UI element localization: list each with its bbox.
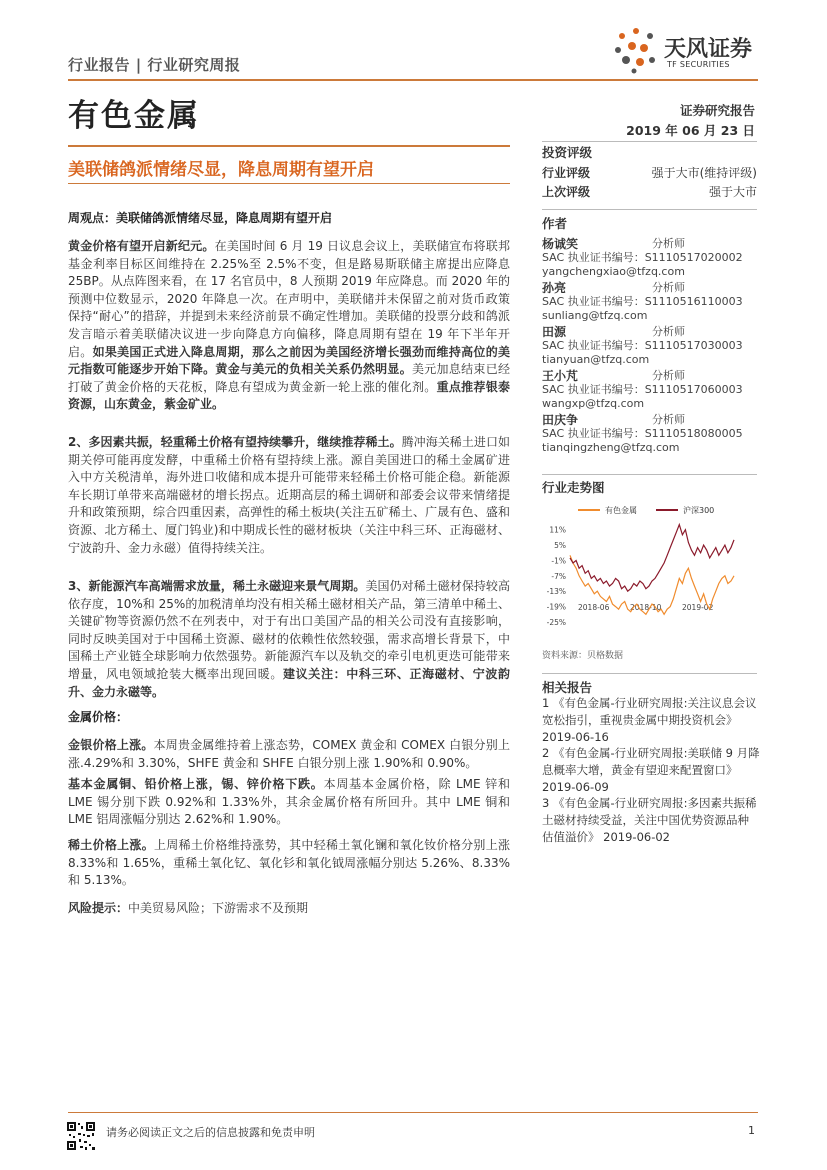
analyst-entry [542,369,762,411]
y-tick-label: -19% [546,602,566,612]
industry-rating [542,164,757,181]
x-tick-label: 2018-10 [630,603,662,612]
analyst-entry [542,237,762,279]
p3-bold: 建议关注：中科三环、正海磁材、宁波韵升、金力永磁等。 [68,666,510,699]
analyst-role: 分析师 [652,413,685,426]
p3-head: 3、新能源汽车高端需求放量，稀土永磁迎来景气周期。 [68,579,366,593]
related-rule [542,673,757,674]
related-report-date: 2019-06-09 [542,780,609,794]
brand-name: 天风证券 [664,37,753,62]
re-text: 上周稀土价格维持涨势，其中轻稀土氧化镧和氧化钕价格分别上涨 8.33%和 1.65%，重稀土氧化钇、氧化钐和氧化钺周涨幅分别达 5.26%、8.33%和 5.13%。 [68,838,510,888]
re-head: 稀土价格上涨。 [68,838,154,852]
analyst-sac: SAC 执业证书编号：S1110517060003 [542,383,743,396]
metal-price-head: 金属价格： [68,710,129,724]
y-tick-label: 11% [549,525,566,535]
rating-head: 投资评级 [542,145,593,160]
logo-dots-icon [612,26,660,74]
title-rule-top [68,145,510,147]
prev-rating-label: 上次评级 [542,185,591,199]
y-tick-label: -1% [551,556,566,566]
paragraph-base-metals [68,776,510,829]
related-report-title: 1 《有色金属-行业研究周报:关注议息会议宽松指引，重视贵金属中期投资机会》 [542,696,757,727]
analyst-sac: SAC 执业证书编号：S1110516110003 [542,295,743,308]
brand-en: TF SECURITIES [667,60,730,69]
footer-rule [68,1112,758,1113]
paragraph-gold-outlook [68,238,510,414]
p2-text: 腾冲海关稀土进口如期关停可能再度发酵，中重稀土价格有望持续上涨。源自美国进口的稀土金属矿进入中方关税清单，海外进口收储和成本提升可能带来轻稀土价格可能企稳。新能源车长期订单带来高端磁材的增长拐点。近期高层的稀土调研和部委会议带来情绪提升和政策预期，综合四重因素，高弹性的稀土板块(关注五矿稀土、广晟有色、盛和资源、北方稀土、厦门钨业)和中期成长性的磁材板块（关注中科三环、正海磁材、宁波韵升、金力永磁）值得持续关注。 [68,435,510,555]
page-number: 1 [748,1124,755,1137]
analyst-entry [542,413,762,455]
prev-rating [542,183,757,200]
risk-warning [68,900,510,918]
industry-trend-chart [538,500,760,630]
authors-head: 作者 [542,216,568,231]
paragraph-rare-earth [68,434,510,557]
analyst-entry [542,281,762,323]
analyst-sac: SAC 执业证书编号：S1110517020002 [542,251,743,264]
industry-rating-value: 强于大市(维持评级) [651,166,757,180]
related-report[interactable] [542,745,760,796]
p1-text2: 美元加息结束已经打破了黄金价格的天花板，降息有望成为黄金新一轮上涨的催化剂。 [68,362,510,394]
sidebar-top-rule [542,141,757,142]
metal-price-heading [68,709,510,727]
main-title: 美联储鸽派情绪尽显，降息周期有望开启 [68,160,374,180]
qr-code-icon[interactable] [66,1121,96,1151]
series-line [570,525,734,592]
report-type: 行业报告 | 行业研究周报 [68,56,241,74]
brand-logo [612,26,762,76]
related-head: 相关报告 [542,680,593,695]
industry-rating-label: 行业评级 [542,166,591,180]
analyst-role: 分析师 [652,237,685,250]
trend-rule [542,474,757,475]
legend-label: 沪深300 [683,506,715,515]
header-rule [68,79,758,81]
related-report[interactable] [542,795,760,846]
analyst-role: 分析师 [652,369,685,382]
y-tick-label: -7% [551,571,566,581]
analyst-name: 杨诚笑 [542,237,579,251]
p1-text: 在美国时间 6 月 19 日议息会议上，美联储宣布将联邦基金利率目标区间维持在 2.25%至 2.5%不变，但是路易斯联储主席提出应降息 25BP。从点阵图来看，在 17 名官员中，8 人预期 2019 年应降息。而 2020 年的预测中位数显示，2020 年降息一次。在声明中，美联储并未保留之前对货币政策保持“耐心”的措辞，并提到未来经济前景不确定性增加。美联储的投票分歧和鸽派发言暗示着美联储决议进一步向降息方向偏移，降息周期有望在 19 年下半年开启。 [68,239,510,359]
analyst-sac: SAC 执业证书编号：S1110518080005 [542,427,743,440]
p3-text: 美国仍对稀土磁材保持较高依存度，10%和 25%的加税清单均没有相关稀土磁材相关产品，第三清单中稀土、关键矿物等资源仍然不在列表中，对于有出口美国产品的相关公司没有直接影响，同时反映美国对于中国稀土资源、磁材的依赖性依然较强，需求高增长背景下，中国稀土产业链全球影响力依然强势。新能源汽车以及轨交的牵引电机更迭可能带来增量，风电领域抢装大概率出现回暖。 [68,579,510,681]
related-report-title: 3 《有色金属-行业研究周报:多因素共振稀土磁材持续受益，关注中国优势资源品种估值溢价》 [542,796,757,844]
analyst-name: 王小芃 [542,369,579,383]
footer-disclaimer: 请务必阅读正文之后的信息披露和免责申明 [106,1126,315,1139]
x-tick-label: 2018-06 [578,603,610,612]
y-tick-label: 5% [554,541,566,551]
p2-head: 2、多因素共振，轻重稀土价格有望持续攀升，继续推荐稀土。 [68,435,402,449]
analyst-email[interactable]: tianyuan@tfzq.com [542,353,650,366]
paragraph-nev [68,578,510,701]
analyst-name: 田庆争 [542,413,579,427]
related-report-date: 2019-06-16 [542,730,609,744]
related-report-title: 2 《有色金属-行业研究周报:美联储 9 月降息概率大增，黄金有望迎来配置窗口》 [542,746,760,777]
prev-rating-value: 强于大市 [708,185,757,199]
paragraph-precious [68,737,510,772]
analyst-email[interactable]: wangxp@tfzq.com [542,397,645,410]
p1-head: 黄金价格有望开启新纪元。 [68,239,215,253]
related-report[interactable] [542,695,760,746]
gold-head: 金银价格上涨。 [68,738,154,752]
analyst-role: 分析师 [652,281,685,294]
p1-bold2: 重点推荐银泰资源，山东黄金，紫金矿业。 [68,379,510,412]
analyst-email[interactable]: sunliang@tfzq.com [542,309,648,322]
base-text: 本周基本金属价格，除 LME 锌和 LME 锡分别下跌 0.92%和 1.33%外，其余金属价格有所回升。其中 LME 铜和 LME 铝周涨幅分别达 2.62%和 1.90%。 [68,777,510,827]
weekly-view-text: 周观点：美联储鸽派情绪尽显，降息周期有望开启 [68,211,333,225]
report-label: 证券研究报告 [679,103,755,118]
risk-text: 中美贸易风险；下游需求不及预期 [128,901,309,915]
report-date: 2019 年 06 月 23 日 [626,123,755,138]
x-tick-label: 2019-02 [682,603,714,612]
analyst-role: 分析师 [652,325,685,338]
paragraph-rare-earth-price [68,837,510,890]
authors-rule [542,209,757,210]
gold-text: 本周贵金属维持着上涨态势，COMEX 黄金和 COMEX 白银分别上涨.4.29%和 3.30%，SHFE 黄金和 SHFE 白银分别上涨 1.90%和 0.90%。 [68,738,510,770]
chart-data-source: 资料来源：贝格数据 [542,651,624,661]
analyst-name: 孙亮 [542,281,567,295]
y-tick-label: -13% [546,587,566,597]
legend-label: 有色金属 [605,506,637,515]
base-head: 基本金属铜、铅价格上涨，锡、锌价格下跌。 [68,777,324,791]
analyst-email[interactable]: yangchengxiao@tfzq.com [542,265,685,278]
y-tick-label: -25% [546,618,566,627]
analyst-entry [542,325,762,367]
risk-head: 风险提示： [68,901,129,915]
analyst-email[interactable]: tianqingzheng@tfzq.com [542,441,680,454]
trend-head: 行业走势图 [542,480,605,495]
p1-bold1: 如果美国正式进入降息周期，那么之前因为美国经济增长强劲而维持高位的美元指数可能逐步开始下降。黄金与美元的负相关关系仍然明显。 [68,344,510,377]
weekly-view [68,210,510,228]
title-rule-bottom [68,183,510,184]
related-report-date: 2019-06-02 [603,830,670,844]
analyst-name: 田源 [542,325,567,339]
sector-title: 有色金属 [68,98,200,134]
analyst-sac: SAC 执业证书编号：S1110517030003 [542,339,743,352]
